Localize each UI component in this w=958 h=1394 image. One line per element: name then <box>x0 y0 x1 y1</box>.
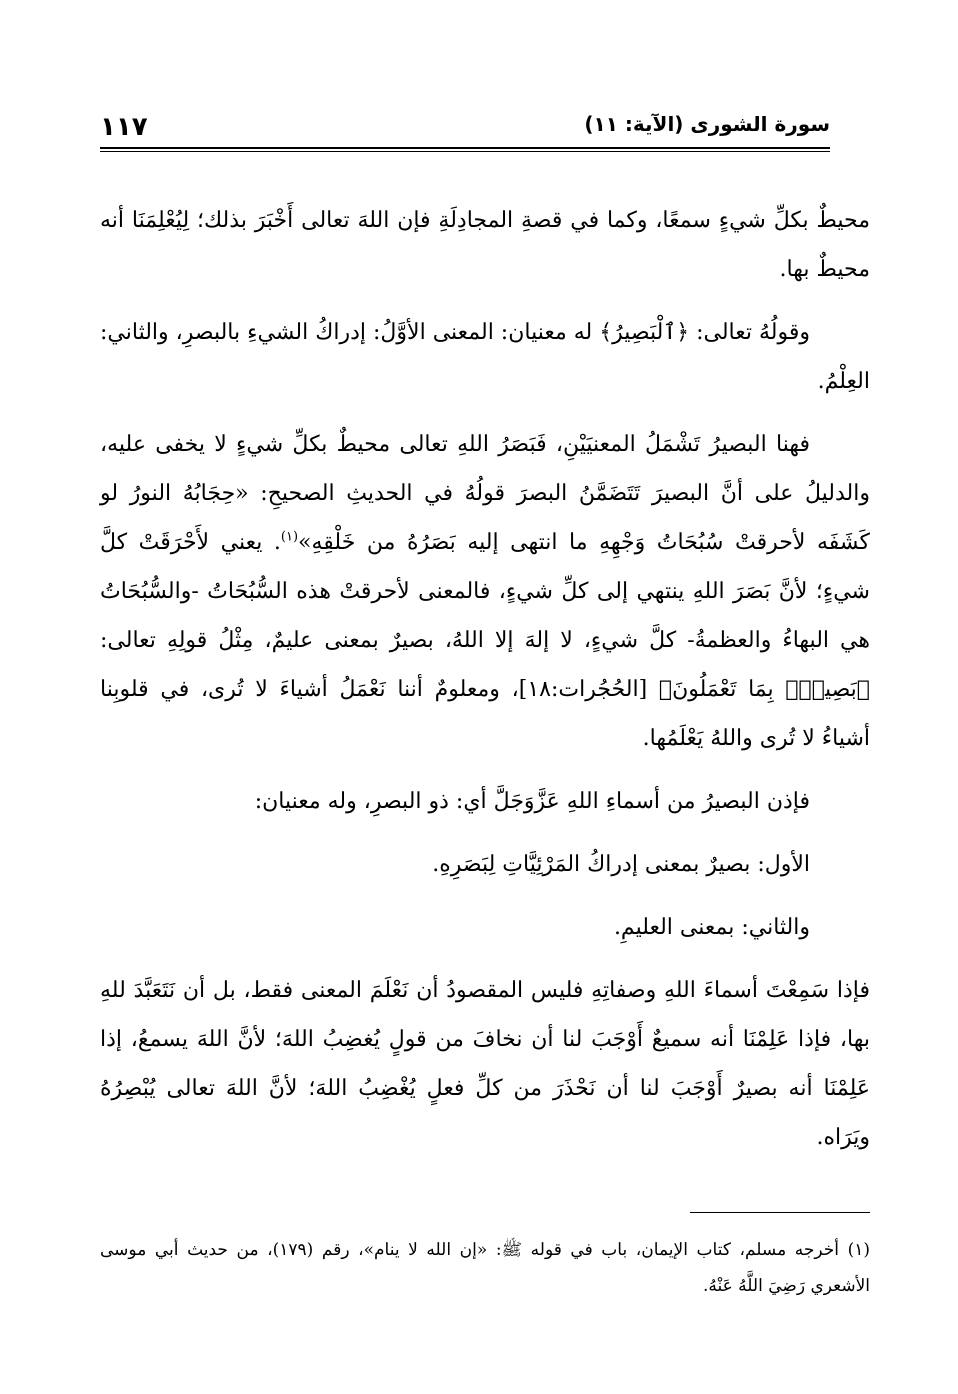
quran-citation: ﴿بَصِيرٌۢ بِمَا تَعْمَلُونَ﴾ [الحُجُرات:١٨] <box>518 677 870 702</box>
paragraph-3: فهنا البصيرُ تَشْمَلُ المعنيَيْنِ، فَبَصَرُ اللهِ تعالى محيطٌ بكلِّ شيءٍ لا يخفى عليه، والدليلُ على أنَّ البصيرَ تَتَضَمَّنُ البصرَ قولُهُ في الحديثِ الصحيحِ: «حِجَابُهُ النورُ لو كَشَفَه لأحرقتْ سُبُحَاتُ وَجْهِهِ ما انتهى إليه بَصَرُهُ من خَلْقِهِ»$^{(١)}$. يعني لأَحْرَقَتْ كلَّ شيءٍ؛ لأنَّ بَصَرَ اللهِ ينتهي إلى كلِّ شيءٍ، فالمعنى لأحرقتْ هذه السُّبُحَاتُ -والسُّبُحَاتُ هي البهاءُ والعظمةُ- كلَّ شيءٍ، لا إلهَ إلا اللهُ، بصيرٌ بمعنى عليمٌ، مِثْلُ قولِهِ تعالى: ﴿بَصِيرٌۢ بِمَا تَعْمَلُونَ﴾ [الحُجُرات:١٨]، ومعلومٌ أننا نَعْمَلُ أشياءَ لا تُرى، في قلوبِنا أشياءُ لا تُرى واللهُ يَعْلَمُها. <box>100 432 870 751</box>
paragraph-7: فإذا سَمِعْتَ أسماءَ اللهِ وصفاتِهِ فليس المقصودُ أن نَعْلَمَ المعنى فقط، بل أن نَتَعَبَّدَ للهِ بها، فإذا عَلِمْنَا أنه سميعٌ أَوْجَبَ لنا أن نخافَ من قولٍ يُغضِبُ اللهَ؛ لأنَّ اللهَ يسمعُ، إذا عَلِمْنَا أنه بصيرٌ أَوْجَبَ لنا أن نَحْذَرَ من كلِّ فعلٍ يُغْضِبُ اللهَ؛ لأنَّ اللهَ تعالى يُبْصِرُهُ ويَرَاه. <box>100 978 870 1150</box>
footnote: (١) أخرجه مسلم، كتاب الإيمان، باب في قوله ﷺ: «إن الله لا ينام»، رقم (١٧٩)، من حديث أبي موسى الأشعري رَضِيَ اللَّهُ عَنْهُ. <box>100 1240 870 1296</box>
paragraph-3-text: فهنا البصيرُ تَشْمَلُ المعنيَيْنِ، فَبَصَرُ اللهِ تعالى محيطٌ بكلِّ شيءٍ لا يخفى عليه، والدليلُ على أنَّ البصيرَ تَتَضَمَّنُ البصرَ قولُهُ في الحديثِ الصحيحِ: «حِجَابُهُ النورُ لو كَشَفَه لأحرقتْ سُبُحَاتُ وَجْهِهِ ما انتهى إليه بَصَرُهُ من خَلْقِهِ» <box>100 432 870 555</box>
main-text <box>100 196 870 1176</box>
page-header <box>100 108 830 148</box>
running-title: سورة الشورى (الآية: ١١) <box>584 112 830 136</box>
paragraph-4: فإذن البصيرُ من أسماءِ اللهِ عَزَّوَجَلَّ أي: ذو البصرِ، وله معنيان: <box>254 789 810 814</box>
footnote-marker: (١) <box>280 529 299 545</box>
paragraph-2: وقولُهُ تعالى: ﴿ٱلْبَصِيرُ﴾ له معنيان: المعنى الأوَّلُ: إدراكُ الشيءِ بالبصرِ، والثاني: العِلْمُ. <box>100 320 870 394</box>
paragraph-6: والثاني: بمعنى العليمِ. <box>613 915 810 940</box>
paragraph-1: محيطٌ بكلِّ شيءٍ سمعًا، وكما في قصةِ المجادِلَةِ فإن اللهَ تعالى أَخْبَرَ بذلك؛ لِيُعْلِمَنَا أنه محيطٌ بها. <box>100 208 870 282</box>
page-number: ١١٧ <box>100 112 148 142</box>
paragraph-3-rest: يعني لأَحْرَقَتْ كلَّ شيءٍ؛ لأنَّ بَصَرَ اللهِ ينتهي إلى كلِّ شيءٍ، فالمعنى لأحرقتْ هذه السُّبُحَاتُ -والسُّبُحَاتُ هي البهاءُ والعظمةُ- كلَّ شيءٍ، لا إلهَ إلا اللهُ، بصيرٌ بمعنى عليمٌ، مِثْلُ قولِهِ تعالى: <box>100 530 870 653</box>
paragraph-5: الأول: بصيرٌ بمعنى إدراكُ المَرْئِيَّاتِ لِبَصَرِهِ. <box>432 852 810 877</box>
paragraph-3-end: ، ومعلومٌ أننا نَعْمَلُ أشياءَ لا تُرى، في قلوبِنا أشياءُ لا تُرى واللهُ يَعْلَمُها. <box>100 677 870 751</box>
header-rule-thin <box>100 151 830 152</box>
footnote-separator <box>690 1212 870 1213</box>
header-rule <box>100 147 830 149</box>
